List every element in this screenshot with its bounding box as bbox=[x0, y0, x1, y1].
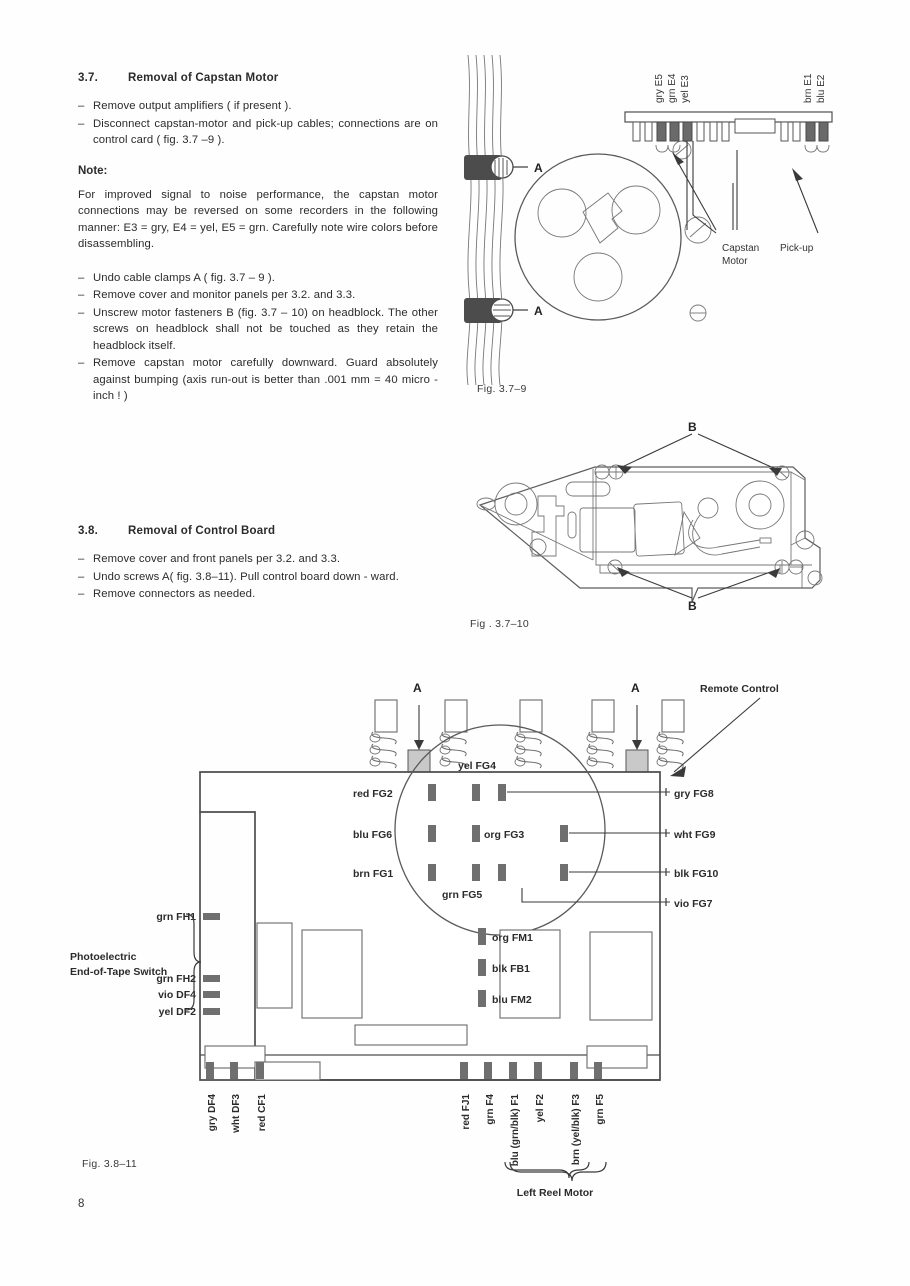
capstan-motor-body bbox=[515, 154, 681, 320]
section-3-8-list bbox=[78, 551, 438, 603]
dash-bullet: – bbox=[78, 306, 85, 319]
list-item-text: Unscrew motor fasteners B (fig. 3.7 – 10) on headblock. The other screws on headblock shall not be touched as they retain the headblock itself. bbox=[93, 306, 438, 352]
dash-bullet: – bbox=[78, 289, 85, 301]
callout-capstan-motor: Motor bbox=[722, 256, 748, 267]
section-3-8-number: 3.8. bbox=[78, 525, 98, 537]
figure-3-7-10-caption: Fig . 3.7–10 bbox=[470, 618, 530, 630]
list-item bbox=[78, 586, 438, 603]
list-item-text: Undo cable clamps A ( fig. 3.7 – 9 ). bbox=[93, 271, 276, 284]
fastener-marker-b-bottom: B bbox=[688, 599, 697, 613]
dash-bullet: – bbox=[78, 271, 85, 284]
callout-capstan: Capstan bbox=[722, 243, 760, 254]
dash-bullet: – bbox=[78, 117, 85, 130]
list-item bbox=[78, 287, 438, 304]
connector-label-blu-fm2: blu FM2 bbox=[492, 994, 532, 1006]
connector-label-vio-df4: vio DF4 bbox=[158, 989, 196, 1001]
connector-label-org-fg3: org FG3 bbox=[484, 829, 525, 841]
dash-bullet: – bbox=[78, 553, 85, 565]
photoelectric-label-line2: End-of-Tape Switch bbox=[70, 966, 168, 978]
list-item-text: Remove cover and front panels per 3.2. and 3.3. bbox=[93, 553, 341, 565]
dash-bullet: – bbox=[78, 588, 85, 600]
note-label: Note: bbox=[78, 164, 108, 177]
section-3-7-bottom-list bbox=[78, 270, 438, 405]
section-3-7 bbox=[78, 72, 438, 406]
connector-label-yel-f2: yel F2 bbox=[535, 1094, 546, 1123]
connector-label-wht-df3: wht DF3 bbox=[231, 1094, 242, 1133]
section-3-7-number: 3.7. bbox=[78, 72, 98, 84]
left-reel-motor-brace-2 bbox=[510, 1162, 606, 1181]
figure-3-7-9 bbox=[450, 55, 850, 385]
connector-label-gry-e5: gry E5 bbox=[654, 74, 665, 103]
list-item-text: Remove connectors as needed. bbox=[93, 588, 256, 600]
connector-label-brn-f3: brn (yel/blk) F3 bbox=[571, 1094, 582, 1166]
connector-label-yel-fg4: yel FG4 bbox=[458, 760, 496, 772]
fastener-marker-b-top: B bbox=[688, 420, 697, 434]
list-item-text: Disconnect capstan-motor and pick-up cables; connections are on control card ( fig. 3.7 –9 ). bbox=[93, 117, 438, 146]
screw-marker-a-right: A bbox=[631, 681, 640, 695]
figure-3-8-11 bbox=[70, 670, 860, 1210]
section-3-8 bbox=[78, 525, 438, 604]
connector-label-brn-fg1: brn FG1 bbox=[353, 868, 394, 880]
list-item-text: Undo screws A( fig. 3.8–11). Pull control board down - ward. bbox=[93, 570, 399, 583]
connector-label-grn-f5: grn F5 bbox=[595, 1094, 606, 1125]
dash-bullet: – bbox=[78, 570, 85, 583]
list-item-text: Remove output amplifiers ( if present ). bbox=[93, 100, 292, 112]
note-text: For improved signal to noise performance, the capstan motor connections may be reversed on some recorders in the following manner: E3 = gry, E4 = yel, E5 = grn. Carefully note wire colors before disassembling. bbox=[78, 188, 438, 250]
screw-pad-a-left bbox=[408, 750, 430, 772]
clamp-label-a-top: A bbox=[534, 161, 543, 175]
connector-label-blk-fb1: blk FB1 bbox=[492, 963, 530, 975]
callout-pickup: Pick-up bbox=[780, 243, 814, 254]
dash-bullet: – bbox=[78, 357, 85, 369]
list-item bbox=[78, 569, 438, 586]
connector-label-red-cf1: red CF1 bbox=[257, 1094, 268, 1132]
connector-label-gry-fg8: gry FG8 bbox=[674, 788, 714, 800]
mid-pads bbox=[478, 928, 486, 1007]
connector-label-blu-e2: blu E2 bbox=[816, 74, 827, 103]
connector-label-red-fj1: red FJ1 bbox=[461, 1094, 472, 1130]
connector-label-blk-fg10: blk FG10 bbox=[674, 868, 719, 880]
connector-label-wht-fg9: wht FG9 bbox=[674, 829, 716, 841]
list-item bbox=[78, 551, 438, 568]
list-item bbox=[78, 305, 438, 355]
connector-label-red-fg2: red FG2 bbox=[353, 788, 393, 800]
figure-3-7-9-caption: Fig. 3.7–9 bbox=[477, 383, 527, 395]
section-3-8-title: Removal of Control Board bbox=[128, 525, 276, 537]
connector-label-grn-fh1: grn FH1 bbox=[156, 911, 196, 923]
left-edge-pads bbox=[203, 913, 220, 1015]
cable-clamp-bottom bbox=[464, 298, 528, 323]
connector-label-grn-fh2: grn FH2 bbox=[156, 973, 196, 985]
figure-3-7-10 bbox=[460, 420, 850, 613]
section-3-7-heading bbox=[78, 72, 438, 84]
control-card bbox=[625, 112, 832, 152]
connector-label-yel-e3: yel E3 bbox=[680, 75, 691, 103]
page-number: 8 bbox=[78, 1198, 85, 1210]
list-item bbox=[78, 270, 438, 287]
connector-label-gry-df4: gry DF4 bbox=[207, 1094, 218, 1132]
connector-label-blu-fg6: blu FG6 bbox=[353, 829, 393, 841]
clamp-label-a-bottom: A bbox=[534, 304, 543, 318]
connector-label-yel-df2: yel DF2 bbox=[158, 1006, 196, 1018]
screw-marker-a-left: A bbox=[413, 681, 422, 695]
connector-label-grn-e4: grn E4 bbox=[667, 73, 678, 103]
list-item-text: Remove capstan motor carefully downward. Guard absolutely against bumping (axis run-out is better than .001 mm = 40 micro - inch ! ) bbox=[93, 357, 438, 402]
cable-clamp-top bbox=[464, 155, 528, 180]
dash-bullet: – bbox=[78, 100, 85, 112]
list-item-text: Remove cover and monitor panels per 3.2. and 3.3. bbox=[93, 289, 356, 301]
left-reel-motor-label: Left Reel Motor bbox=[516, 1187, 594, 1199]
photoelectric-label-line1: Photoelectric bbox=[70, 951, 137, 963]
connector-label-brn-e1: brn E1 bbox=[803, 73, 814, 103]
connector-label-org-fm1: org FM1 bbox=[492, 932, 533, 944]
list-item bbox=[78, 98, 438, 115]
connector-label-blu-f1: blu (grn/blk) F1 bbox=[510, 1094, 521, 1167]
section-3-8-heading bbox=[78, 525, 438, 537]
screw-pad-a-right bbox=[626, 750, 648, 772]
figure-3-8-11-caption: Fig. 3.8–11 bbox=[82, 1158, 138, 1170]
connector-label-grn-fg5: grn FG5 bbox=[442, 889, 483, 901]
remote-control-label: Remote Control bbox=[700, 683, 779, 695]
connector-label-grn-f4: grn F4 bbox=[485, 1094, 496, 1125]
list-item bbox=[78, 355, 438, 405]
list-item bbox=[78, 116, 438, 149]
connector-label-vio-fg7: vio FG7 bbox=[674, 898, 713, 910]
section-3-7-top-list bbox=[78, 98, 438, 149]
section-3-7-title: Removal of Capstan Motor bbox=[128, 72, 279, 84]
